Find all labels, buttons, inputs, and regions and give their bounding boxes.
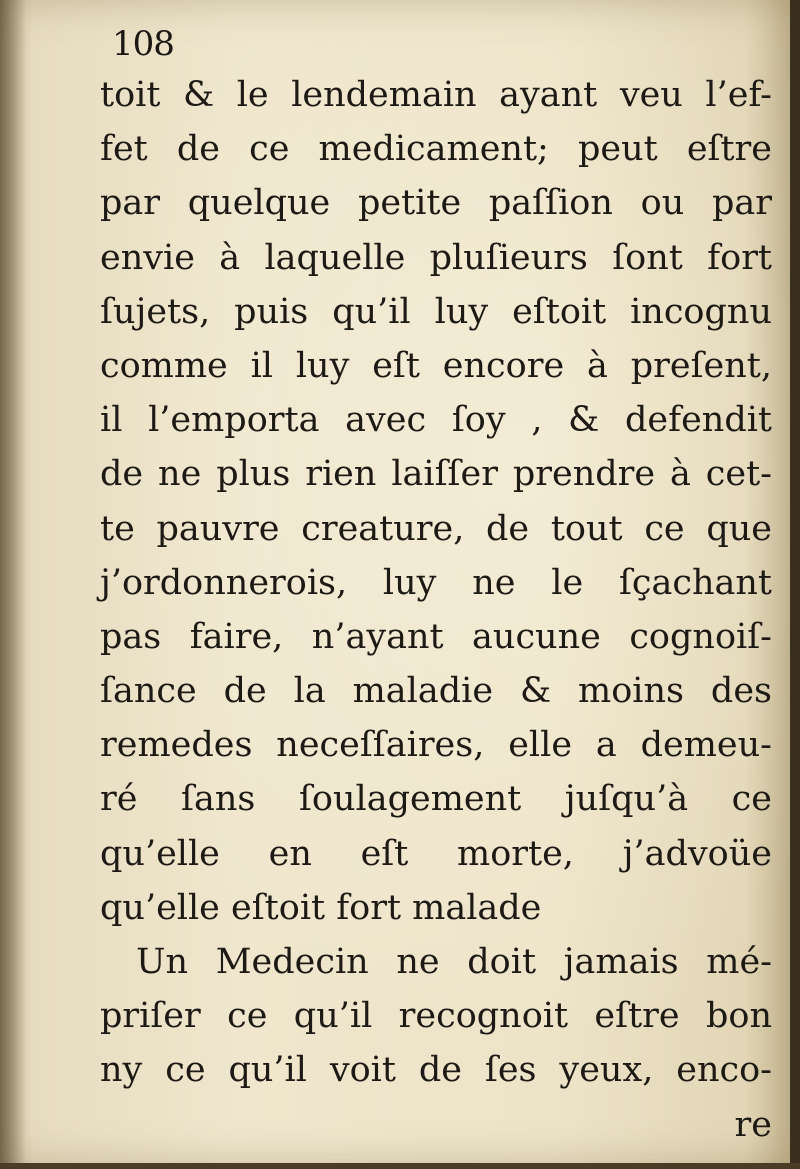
page-edge-bottom <box>0 1163 800 1169</box>
text-line: te pauvre creature, de tout ce que <box>100 508 772 549</box>
text-line: ſance de la maladie & moins des <box>100 671 772 712</box>
text-line: comme il luy eſt encore à preſent, <box>100 345 772 386</box>
text-line: qu’elle en eſt morte, j’advoüe <box>100 833 772 874</box>
text-line: envie à laquelle pluſieurs ſont fort <box>100 237 772 278</box>
text-line: j’ordonnerois, luy ne le ſçachant <box>100 562 772 603</box>
catchword: re <box>734 1104 772 1145</box>
text-line: toit & le lendemain ayant veu l’ef- <box>100 75 772 115</box>
page-edge <box>790 0 800 1169</box>
text-line: ſujets, puis qu’il luy eſtoit incognu <box>100 291 772 332</box>
text-line: priſer ce qu’il recognoit eſtre bon <box>100 996 772 1037</box>
text-line: Un Medecin ne doit jamais mé- <box>136 942 772 982</box>
text-line: fet de ce medicament; peut eſtre <box>100 129 772 170</box>
page-number: 108 <box>112 24 174 64</box>
text-line: ny ce qu’il voit de ſes yeux, enco- <box>100 1050 772 1091</box>
gutter-shadow <box>0 0 26 1165</box>
text-line: il l’emporta avec ſoy , & defendit <box>100 400 772 441</box>
text-line: de ne plus rien laiſſer prendre à cet- <box>100 454 772 495</box>
page-text <box>100 68 772 1152</box>
text-line: par quelque petite paſſion ou par <box>100 183 772 224</box>
text-line: ré ſans ſoulagement juſqu’à ce <box>100 779 772 820</box>
text-line: qu’elle eſtoit fort malade <box>100 887 542 928</box>
text-line: pas faire, n’ayant aucune cognoiſ- <box>100 616 772 657</box>
text-line: remedes neceſſaires, elle a demeu- <box>100 725 772 766</box>
